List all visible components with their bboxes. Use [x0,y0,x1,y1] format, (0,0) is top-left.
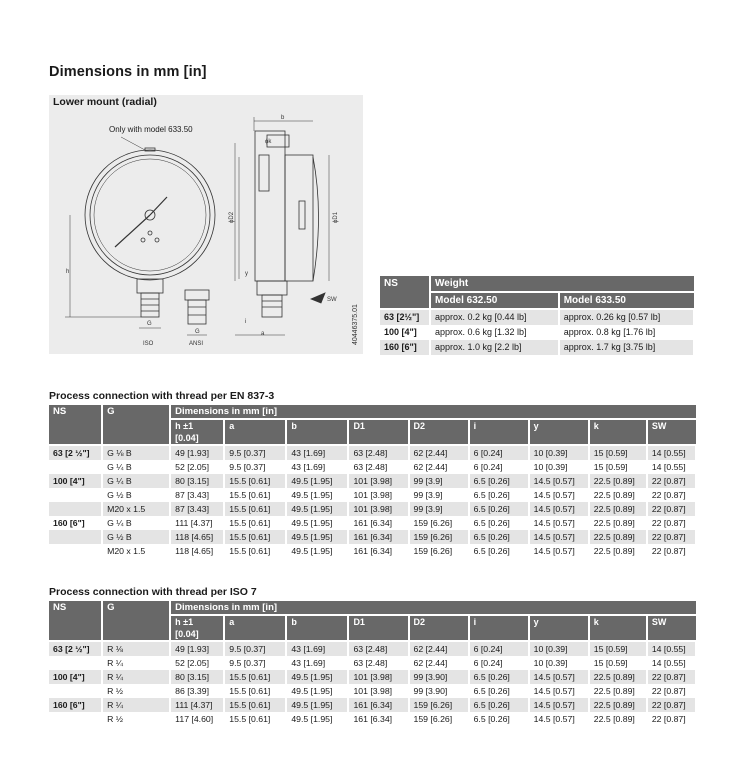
table-cell: 49.5 [1.95] [286,698,348,712]
table-cell: 159 [6.26] [409,544,469,558]
table-cell: 80 [3.15] [170,670,224,684]
table-cell: 15.5 [0.61] [224,516,286,530]
socket-hex [137,279,163,293]
table-cell: 15.5 [0.61] [224,712,286,726]
table-cell: 22 [0.87] [647,670,696,684]
table-iso-col-header: b [286,615,348,641]
table-cell: 62 [2.44] [409,656,469,670]
table-cell: 118 [4.65] [170,530,224,544]
table-cell: 22.5 [0.89] [589,544,647,558]
label-sw: SW [327,297,337,303]
table-cell: 6.5 [0.26] [469,488,529,502]
table-cell: 22 [0.87] [647,544,696,558]
table-cell: 49.5 [1.95] [286,684,348,698]
table-cell: 14 [0.55] [647,460,696,474]
table-iso-col-header: SW [647,615,696,641]
table-en-title: Process connection with thread per EN 837-3 [49,390,275,402]
table-cell: 111 [4.37] [170,698,224,712]
table-cell: 6.5 [0.26] [469,670,529,684]
weight-header: Weight [430,276,694,292]
table-cell: 22.5 [0.89] [589,488,647,502]
table-cell [49,460,102,474]
table-cell: 14.5 [0.57] [529,474,589,488]
weight-ns-header: NS [380,276,430,309]
table-row [49,516,696,530]
gauge-vent-plug [145,148,155,151]
wrench-arrow [311,293,325,303]
table-cell [49,712,102,726]
table-cell: 49.5 [1.95] [286,712,348,726]
table-cell: 22.5 [0.89] [589,670,647,684]
table-cell: 10 [0.39] [529,656,589,670]
table-cell: 22 [0.87] [647,516,696,530]
table-cell: 22 [0.87] [647,474,696,488]
side-window [259,155,269,191]
label-iso: ISO [143,341,154,347]
table-cell: 43 [1.69] [286,641,348,656]
table-row [49,502,696,516]
table-row [49,684,696,698]
table-cell: 15.5 [0.61] [224,502,286,516]
gauge-pointer [115,215,150,247]
table-cell: 15.5 [0.61] [224,670,286,684]
table-cell: G ½ B [102,530,170,544]
table-cell: 101 [3.98] [348,474,408,488]
table-cell: 62 [2.44] [409,460,469,474]
table-row: 63 [2½"] approx. 0.2 kg [0.44 lb] approx. 0.26 kg [0.57 lb] [380,309,694,325]
table-cell: 14.5 [0.57] [529,488,589,502]
side-clip [299,201,305,229]
label-a: a [261,331,265,337]
table-cell: 22.5 [0.89] [589,530,647,544]
table-cell: 6 [0.24] [469,460,529,474]
table-row [49,670,696,684]
table-cell [49,684,102,698]
side-hex [257,281,287,295]
table-cell: 14.5 [0.57] [529,530,589,544]
table-cell: 160 [6"] [49,698,102,712]
table-row [49,712,696,726]
table-cell [49,530,102,544]
drawing-title: Lower mount (radial) [53,96,157,108]
gauge-screw-2 [141,238,145,242]
table-cell: 22.5 [0.89] [589,698,647,712]
page-title: Dimensions in mm [in] [49,64,207,80]
table-cell: 63 [2.48] [348,460,408,474]
table-cell: 14.5 [0.57] [529,670,589,684]
table-cell: 22.5 [0.89] [589,516,647,530]
table-cell: 43 [1.69] [286,445,348,460]
table-cell: 22 [0.87] [647,488,696,502]
table-cell: 9.5 [0.37] [224,641,286,656]
table-cell: 6.5 [0.26] [469,530,529,544]
table-row [49,530,696,544]
table-cell: 9.5 [0.37] [224,445,286,460]
table-cell: 49.5 [1.95] [286,670,348,684]
table-cell: 63 [2.48] [348,656,408,670]
table-en-col-header: h ±1 [0.04] [170,419,224,445]
table-cell: 63 [2 ½"] [49,641,102,656]
table-cell: 6.5 [0.26] [469,712,529,726]
table-cell: 6.5 [0.26] [469,698,529,712]
table-row [49,698,696,712]
table-row [49,641,696,656]
table-en-col-header: SW [647,419,696,445]
table-cell: 15 [0.59] [589,445,647,460]
table-en-col-header: y [529,419,589,445]
table-cell: R ⅛ [102,641,170,656]
table-cell: 22 [0.87] [647,698,696,712]
table-cell: G ¼ B [102,460,170,474]
table-cell: 9.5 [0.37] [224,460,286,474]
table-cell: 15.5 [0.61] [224,684,286,698]
technical-drawing [49,95,363,354]
table-cell: 6.5 [0.26] [469,474,529,488]
table-cell: R ¼ [102,698,170,712]
table-cell: 15.5 [0.61] [224,474,286,488]
table-iso-col-header: h ±1 [0.04] [170,615,224,641]
table-en-col-header: k [589,419,647,445]
table-cell: 10 [0.39] [529,641,589,656]
table-cell: G ¼ B [102,516,170,530]
table-cell: 86 [3.39] [170,684,224,698]
table-cell: 15.5 [0.61] [224,544,286,558]
table-cell: 118 [4.65] [170,544,224,558]
table-iso-col-header: a [224,615,286,641]
ansi-hex [185,290,209,300]
table-cell: 101 [3.98] [348,684,408,698]
table-cell: M20 x 1.5 [102,544,170,558]
table-en-col-header: b [286,419,348,445]
table-cell: 6 [0.24] [469,641,529,656]
table-cell: 49.5 [1.95] [286,530,348,544]
drawing-note: Only with model 633.50 [109,125,193,134]
table-cell: 80 [3.15] [170,474,224,488]
table-row [49,544,696,558]
table-iso-col-header: D2 [409,615,469,641]
label-b: b [281,115,285,121]
table-cell: 62 [2.44] [409,445,469,460]
gauge-screw-1 [148,231,152,235]
table-cell: 87 [3.43] [170,488,224,502]
table-cell: 63 [2 ½"] [49,445,102,460]
table-cell [49,656,102,670]
table-cell: 159 [6.26] [409,516,469,530]
table-cell: 22.5 [0.89] [589,712,647,726]
label-ansi: ANSI [189,341,204,347]
table-cell: 99 [3.9] [409,474,469,488]
table-cell: 14 [0.55] [647,656,696,670]
table-en-col-header: i [469,419,529,445]
table-cell: 22 [0.87] [647,530,696,544]
table-cell: 159 [6.26] [409,712,469,726]
side-case [255,131,285,281]
table-cell: 15.5 [0.61] [224,698,286,712]
table-cell: G ¼ B [102,474,170,488]
gauge-screw-3 [155,238,159,242]
table-cell: 160 [6"] [49,516,102,530]
table-cell: 10 [0.39] [529,445,589,460]
label-h: h [66,269,70,275]
table-cell: 49 [1.93] [170,445,224,460]
table-cell: 100 [4"] [49,474,102,488]
table-cell: 99 [3.9] [409,488,469,502]
table-cell: R ¼ [102,670,170,684]
thread-ansi [188,300,206,324]
label-y: y [245,271,248,277]
table-cell: 49.5 [1.95] [286,516,348,530]
table-cell: 63 [2.48] [348,641,408,656]
table-en-ns-header: NS [49,405,102,445]
table-cell [49,488,102,502]
table-cell: 14.5 [0.57] [529,544,589,558]
table-cell: 87 [3.43] [170,502,224,516]
table-iso [49,601,697,726]
table-cell: 6.5 [0.26] [469,684,529,698]
table-cell: 161 [6.34] [348,544,408,558]
table-cell: 161 [6.34] [348,530,408,544]
table-cell [49,544,102,558]
table-iso-col-header: k [589,615,647,641]
table-cell: 14.5 [0.57] [529,516,589,530]
side-thread [262,295,282,317]
weight-table [380,276,695,355]
table-cell: 15 [0.59] [589,460,647,474]
table-cell: 14.5 [0.57] [529,502,589,516]
table-en-col-header: D1 [348,419,408,445]
table-en-col-header: a [224,419,286,445]
table-row [49,460,696,474]
table-row [49,445,696,460]
table-cell: 49.5 [1.95] [286,502,348,516]
table-cell: 22 [0.87] [647,684,696,698]
table-cell: 52 [2.05] [170,656,224,670]
label-g-iso: G [147,321,152,327]
table-cell: 43 [1.69] [286,656,348,670]
table-cell: 111 [4.37] [170,516,224,530]
table-row [49,488,696,502]
gauge-drawing-svg [49,95,363,354]
gauge-pointer-tail [150,197,167,215]
table-cell: 101 [3.98] [348,488,408,502]
table-cell: 14.5 [0.57] [529,698,589,712]
table-cell: 49 [1.93] [170,641,224,656]
table-cell: R ½ [102,712,170,726]
table-cell: 15.5 [0.61] [224,530,286,544]
table-cell: 159 [6.26] [409,698,469,712]
label-phid1: ϕD1 [333,211,339,223]
table-cell: 14 [0.55] [647,445,696,460]
table-cell: 99 [3.90] [409,684,469,698]
table-cell: G ⅛ B [102,445,170,460]
table-row [49,474,696,488]
table-iso-col-header: D1 [348,615,408,641]
table-cell: 15 [0.59] [589,656,647,670]
table-iso-col-header: y [529,615,589,641]
label-i: i [245,319,247,325]
table-en [49,405,697,558]
table-cell: 6 [0.24] [469,445,529,460]
table-cell: M20 x 1.5 [102,502,170,516]
table-iso-dims-header: Dimensions in mm [in] [170,601,696,615]
table-cell: 101 [3.98] [348,670,408,684]
table-cell: 43 [1.69] [286,460,348,474]
table-cell: 49.5 [1.95] [286,474,348,488]
table-cell: 6.5 [0.26] [469,516,529,530]
table-iso-col-header: i [469,615,529,641]
table-cell: 10 [0.39] [529,460,589,474]
table-cell: G ½ B [102,488,170,502]
table-cell: 99 [3.90] [409,670,469,684]
table-cell: 161 [6.34] [348,712,408,726]
table-cell: 117 [4.60] [170,712,224,726]
table-row: 100 [4"] approx. 0.6 kg [1.32 lb] approx. 0.8 kg [1.76 lb] [380,325,694,340]
table-cell: 22.5 [0.89] [589,502,647,516]
table-cell: 9.5 [0.37] [224,656,286,670]
table-cell: 161 [6.34] [348,698,408,712]
table-cell: 6.5 [0.26] [469,544,529,558]
drawing-id: 40446375.01 [352,304,359,345]
table-cell: 159 [6.26] [409,530,469,544]
table-cell: R ½ [102,684,170,698]
table-cell: 22 [0.87] [647,502,696,516]
table-cell: 49.5 [1.95] [286,488,348,502]
weight-model2-header: Model 633.50 [559,292,694,309]
table-cell: 22.5 [0.89] [589,684,647,698]
table-cell: 49.5 [1.95] [286,544,348,558]
table-en-dims-header: Dimensions in mm [in] [170,405,696,419]
table-cell: 99 [3.9] [409,502,469,516]
table-cell: 22.5 [0.89] [589,474,647,488]
table-cell: 161 [6.34] [348,516,408,530]
table-iso-g-header: G [102,601,170,641]
table-cell: 14 [0.55] [647,641,696,656]
table-iso-ns-header: NS [49,601,102,641]
table-cell: R ¼ [102,656,170,670]
weight-model1-header: Model 632.50 [430,292,559,309]
table-cell: 15 [0.59] [589,641,647,656]
table-cell: 100 [4"] [49,670,102,684]
table-cell: 6 [0.24] [469,656,529,670]
table-cell: 14.5 [0.57] [529,684,589,698]
table-en-col-header: D2 [409,419,469,445]
table-cell: 6.5 [0.26] [469,502,529,516]
table-cell: 15.5 [0.61] [224,488,286,502]
table-cell: 14.5 [0.57] [529,712,589,726]
label-g-ansi: G [195,329,200,335]
table-cell: 62 [2.44] [409,641,469,656]
table-row [49,656,696,670]
label-phid2: ϕD2 [229,211,235,223]
table-cell [49,502,102,516]
table-cell: 22 [0.87] [647,712,696,726]
table-cell: 101 [3.98] [348,502,408,516]
side-bayonet [313,157,319,281]
table-en-g-header: G [102,405,170,445]
table-iso-title: Process connection with thread per ISO 7 [49,586,257,598]
table-row: 160 [6"] approx. 1.0 kg [2.2 lb] approx. 1.7 kg [3.75 lb] [380,340,694,355]
table-cell: 52 [2.05] [170,460,224,474]
table-cell: 63 [2.48] [348,445,408,460]
label-phik: ϕk [265,139,272,145]
